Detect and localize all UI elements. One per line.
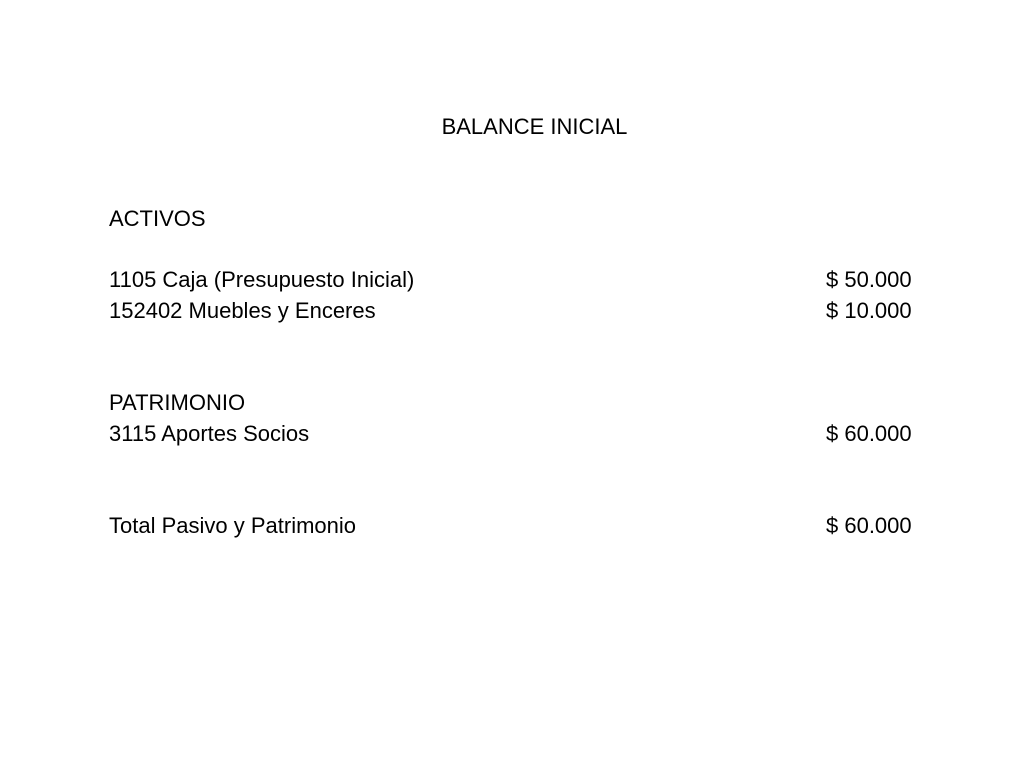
patrimonio-line-amount: $ 60.000 [826,421,912,446]
activos-line-amount: $ 50.000 [826,267,912,292]
activos-line-label: 152402 Muebles y Enceres [109,298,376,323]
page-title [0,116,1024,138]
patrimonio-heading: PATRIMONIO [109,390,246,415]
patrimonio-line-label: 3115 Aportes Socios [109,421,310,446]
activos-line-amount: $ 10.000 [826,298,912,323]
page-title-text: BALANCE INICIAL [441,114,628,139]
total-amount: $ 60.000 [826,513,912,538]
total-label: Total Pasivo y Patrimonio [109,513,356,538]
activos-heading: ACTIVOS [109,206,206,231]
activos-line-label: 1105 Caja (Presupuesto Inicial) [109,267,415,292]
